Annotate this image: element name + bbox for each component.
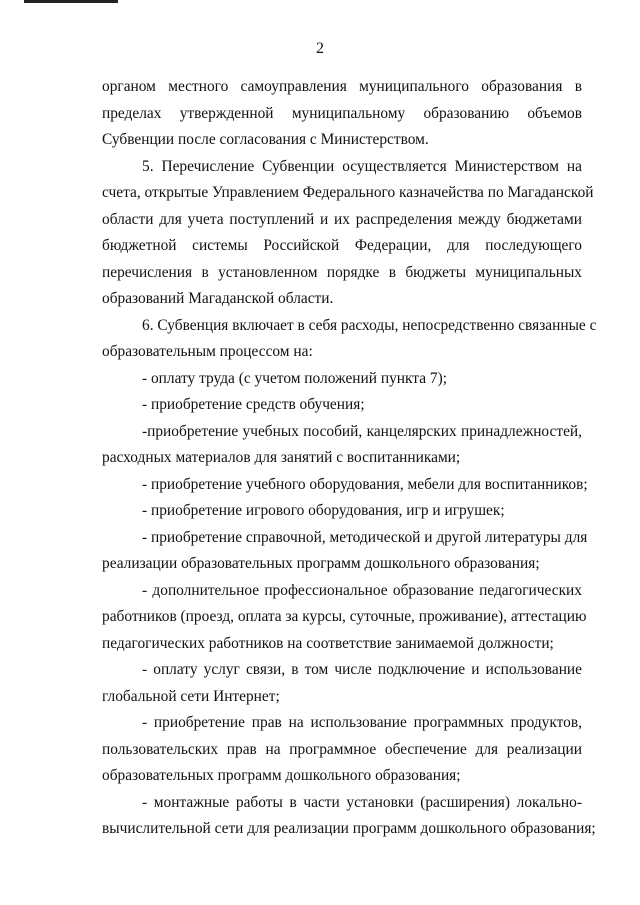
text-line: педагогических работников на соответствие занимаемой должности; <box>102 634 554 652</box>
list-item: - приобретение средств обучения; <box>142 396 365 413</box>
text-line: Субвенции после согласования с Министерством. <box>102 131 429 148</box>
text-line: расходных материалов для занятий с воспитанниками; <box>102 449 461 466</box>
text-line: работников (проезд, оплата за курсы, суточные, проживание), аттестацию <box>102 608 587 625</box>
text-line: образовательных программ дошкольного образования; <box>102 767 461 784</box>
text-line: бюджетной системы Российской Федерации, для последующего <box>102 237 582 254</box>
text-line: перечисления в установленном порядке в бюджеты муниципальных <box>102 263 582 281</box>
text-line: вычислительной сети для реализации программ дошкольного образования; <box>102 820 596 837</box>
list-item: - оплату услуг связи, в том числе подключение и использование <box>142 661 582 678</box>
paragraph-start-line: 5. Перечисление Субвенции осуществляется Министерством на <box>142 157 582 175</box>
text-line: органом местного самоуправления муниципального образования в <box>102 78 582 95</box>
list-item: -приобретение учебных пособий, канцелярских принадлежностей, <box>142 422 582 440</box>
list-item: - дополнительное профессиональное образование педагогических <box>142 581 582 599</box>
text-line: пользовательских прав на программное обеспечение для реализации <box>102 740 582 758</box>
list-item: - приобретение справочной, методической и другой литературы для <box>142 528 588 546</box>
text-line: образовательным процессом на: <box>102 343 313 360</box>
list-item: - приобретение учебного оборудования, мебели для воспитанников; <box>142 475 588 493</box>
list-item: - приобретение игрового оборудования, игр и игрушек; <box>142 502 505 519</box>
text-line: счета, открытые Управлением Федерального казначейства по Магаданской <box>102 184 594 201</box>
top-rule <box>24 0 118 3</box>
document-body <box>102 74 597 843</box>
text-line: образований Магаданской области. <box>102 290 334 307</box>
list-item: - оплату труда (с учетом положений пункта 7); <box>142 369 447 387</box>
list-item: - монтажные работы в части установки (расширения) локально- <box>142 793 582 811</box>
text-line: пределах утвержденной муниципальному образованию объемов <box>102 104 582 122</box>
text-line: реализации образовательных программ дошкольного образования; <box>102 555 540 572</box>
text-line: области для учета поступлений и их распределения между бюджетами <box>102 210 582 228</box>
text-line: глобальной сети Интернет; <box>102 687 280 705</box>
page-number: 2 <box>316 40 324 57</box>
list-item: - приобретение прав на использование программных продуктов, <box>142 714 582 731</box>
paragraph-start-line: 6. Субвенция включает в себя расходы, непосредственно связанные с <box>142 316 597 334</box>
